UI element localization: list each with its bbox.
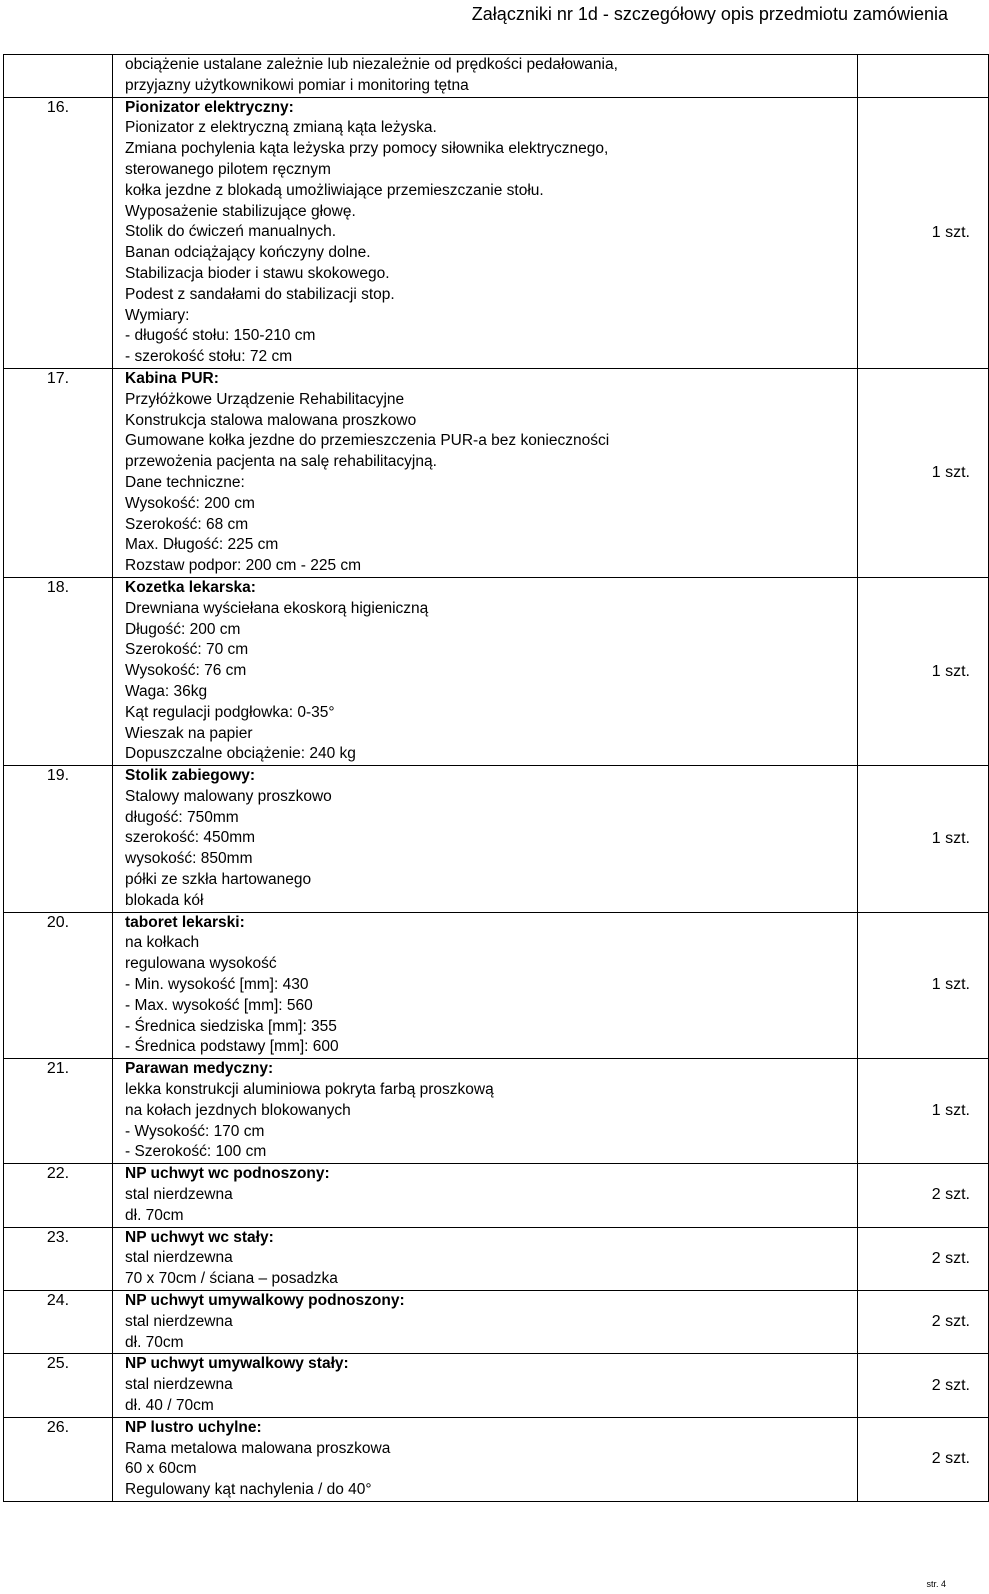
quantity-cell [858, 1164, 989, 1227]
description-line: dł. 70cm [125, 1206, 184, 1224]
item-title: Pionizator elektryczny: [125, 98, 294, 116]
description-line: sterowanego pilotem ręcznym [125, 160, 331, 178]
description-line: stal nierdzewna [125, 1186, 233, 1204]
table-row [4, 1164, 989, 1227]
item-number: 17. [46, 369, 70, 387]
quantity-cell [858, 912, 989, 1059]
table-row [4, 1354, 989, 1417]
description-line: Pionizator z elektryczną zmianą kąta leżyska. [125, 119, 437, 137]
description-line: Wyposażenie stabilizujące głowę. [125, 202, 356, 220]
table-row-continuation [4, 55, 989, 98]
description-line: 60 x 60cm [125, 1460, 197, 1478]
description-line: - długość stołu: 150-210 cm [125, 327, 316, 345]
description-line: na kołach jezdnych blokowanych [125, 1101, 351, 1119]
description-line: Stabilizacja bioder i stawu skokowego. [125, 264, 390, 282]
description-line: na kołkach [125, 934, 200, 952]
quantity-cell [858, 1059, 989, 1164]
quantity-cell [858, 55, 989, 98]
description-cell [113, 1417, 858, 1501]
table-row [4, 97, 989, 368]
description-line: blokada kół [125, 891, 204, 909]
item-number: 25. [46, 1355, 70, 1373]
description-line: Długość: 200 cm [125, 620, 241, 638]
item-number: 26. [46, 1418, 70, 1436]
table-row [4, 766, 989, 913]
item-quantity: 1 szt. [931, 976, 970, 994]
description-line: Max. Długość: 225 cm [125, 536, 279, 554]
description-line: Podest z sandałami do stabilizacji stop. [125, 285, 395, 303]
item-quantity: 2 szt. [931, 1313, 970, 1331]
description-cell [113, 1291, 858, 1354]
quantity-cell [858, 1354, 989, 1417]
description-cell [113, 1164, 858, 1227]
description-line: półki ze szkła hartowanego [125, 871, 312, 889]
number-cell [4, 1291, 113, 1354]
item-title: NP uchwyt umywalkowy stały: [125, 1355, 349, 1373]
description-line: stal nierdzewna [125, 1376, 233, 1394]
description-line: Konstrukcja stalowa malowana proszkowo [125, 411, 417, 429]
number-cell [4, 1059, 113, 1164]
item-title: Parawan medyczny: [125, 1060, 274, 1078]
description-cell [113, 766, 858, 913]
description-line: - Min. wysokość [mm]: 430 [125, 976, 309, 994]
number-cell [4, 1227, 113, 1290]
table-row [4, 577, 989, 765]
description-line: Waga: 36kg [125, 682, 208, 700]
specification-table-container [3, 54, 970, 1502]
item-quantity: 1 szt. [931, 1102, 970, 1120]
number-cell [4, 1417, 113, 1501]
item-title: Stolik zabiegowy: [125, 767, 256, 785]
table-row [4, 912, 989, 1059]
description-line: dł. 40 / 70cm [125, 1397, 214, 1414]
description-line: - szerokość stołu: 72 cm [125, 348, 293, 366]
description-line: 70 x 70cm / ściana – posadzka [125, 1270, 338, 1288]
item-number: 23. [46, 1228, 70, 1246]
item-number: 19. [46, 767, 70, 785]
number-cell [4, 766, 113, 913]
number-cell [4, 577, 113, 765]
number-cell [4, 912, 113, 1059]
table-row [4, 1291, 989, 1354]
description-line: Szerokość: 68 cm [125, 515, 249, 533]
description-line: Stolik do ćwiczeń manualnych. [125, 223, 337, 241]
description-cell [113, 55, 858, 98]
item-quantity: 2 szt. [931, 1376, 970, 1394]
description-line: - Średnica podstawy [mm]: 600 [125, 1038, 339, 1056]
description-line: Banan odciążający kończyny dolne. [125, 244, 371, 262]
description-line: Drewniana wyściełana ekoskorą higieniczną [125, 599, 429, 617]
description-cell [113, 1059, 858, 1164]
description-line: Dane techniczne: [125, 473, 245, 491]
quantity-cell [858, 1227, 989, 1290]
item-quantity: 2 szt. [931, 1186, 970, 1204]
description-line: obciążenie ustalane zależnie lub niezależnie od prędkości pedałowania, [125, 56, 618, 73]
description-line: Wysokość: 76 cm [125, 662, 247, 680]
description-line: Wieszak na papier [125, 724, 253, 742]
description-line: kołka jezdne z blokadą umożliwiające przemieszczanie stołu. [125, 181, 544, 199]
item-number: 20. [46, 913, 70, 931]
description-line: regulowana wysokość [125, 955, 277, 973]
item-title: NP uchwyt wc stały: [125, 1228, 274, 1246]
description-line: przyjazny użytkownikowi pomiar i monitoring tętna [125, 76, 469, 94]
number-cell [4, 1164, 113, 1227]
quantity-cell [858, 1417, 989, 1501]
description-cell [113, 912, 858, 1059]
description-line: Rama metalowa malowana proszkowa [125, 1439, 391, 1457]
item-quantity: 1 szt. [931, 223, 970, 241]
item-title: NP uchwyt wc podnoszony: [125, 1165, 330, 1183]
page-number: str. 4 [926, 1579, 946, 1589]
description-cell [113, 1227, 858, 1290]
description-line: Wymiary: [125, 306, 190, 324]
description-line: Stalowy malowany proszkowo [125, 787, 332, 805]
description-line: Zmiana pochylenia kąta leżyska przy pomocy siłownika elektrycznego, [125, 140, 609, 158]
description-line: Rozstaw podpor: 200 cm - 225 cm [125, 557, 362, 575]
quantity-cell [858, 766, 989, 913]
description-line: Gumowane kołka jezdne do przemieszczenia PUR-a bez konieczności [125, 432, 610, 450]
table-row [4, 368, 989, 577]
item-quantity: 2 szt. [931, 1249, 970, 1267]
item-title: NP uchwyt umywalkowy podnoszony: [125, 1292, 405, 1310]
item-number: 21. [46, 1060, 70, 1078]
item-quantity: 1 szt. [931, 829, 970, 847]
item-quantity: 1 szt. [931, 662, 970, 680]
description-line: - Max. wysokość [mm]: 560 [125, 996, 313, 1014]
document-header-title: Załączniki nr 1d - szczegółowy opis przedmiotu zamówienia [471, 4, 948, 24]
description-line: długość: 750mm [125, 808, 239, 826]
number-cell [4, 368, 113, 577]
description-line: stal nierdzewna [125, 1249, 233, 1267]
specification-table-body [4, 55, 989, 1502]
description-line: - Średnica siedziska [mm]: 355 [125, 1017, 337, 1035]
description-line: Kąt regulacji podgłowka: 0-35° [125, 703, 335, 721]
description-line: Wysokość: 200 cm [125, 494, 255, 512]
number-cell [4, 55, 113, 98]
item-title: Kabina PUR: [125, 369, 219, 387]
item-title: Kozetka lekarska: [125, 578, 256, 596]
description-line: wysokość: 850mm [125, 850, 253, 868]
quantity-cell [858, 1291, 989, 1354]
description-line: Regulowany kąt nachylenia / do 40° [125, 1481, 372, 1499]
description-line: stal nierdzewna [125, 1312, 233, 1330]
description-line: Przyłóżkowe Urządzenie Rehabilitacyjne [125, 390, 405, 408]
description-line: szerokość: 450mm [125, 829, 256, 847]
description-line: Dopuszczalne obciążenie: 240 kg [125, 745, 356, 763]
item-number: 16. [46, 98, 70, 116]
item-title: NP lustro uchylne: [125, 1418, 262, 1436]
table-row [4, 1059, 989, 1164]
description-line: przewożenia pacjenta na salę rehabilitacyjną. [125, 453, 437, 471]
quantity-cell [858, 577, 989, 765]
item-quantity: 1 szt. [931, 463, 970, 481]
item-number: 18. [46, 578, 70, 596]
description-cell [113, 1354, 858, 1417]
description-cell [113, 577, 858, 765]
description-line: Szerokość: 70 cm [125, 641, 249, 659]
quantity-cell [858, 368, 989, 577]
description-cell [113, 368, 858, 577]
specification-table [3, 54, 989, 1502]
description-line: lekka konstrukcji aluminiowa pokryta farbą proszkową [125, 1081, 494, 1099]
table-row [4, 1417, 989, 1501]
description-line: - Szerokość: 100 cm [125, 1143, 267, 1161]
description-cell [113, 97, 858, 368]
item-title: taboret lekarski: [125, 913, 245, 931]
number-cell [4, 1354, 113, 1417]
item-number: 22. [46, 1165, 70, 1183]
table-row [4, 1227, 989, 1290]
item-number: 24. [46, 1292, 70, 1310]
description-line: - Wysokość: 170 cm [125, 1122, 265, 1140]
description-line: dł. 70cm [125, 1333, 184, 1351]
item-quantity: 2 szt. [931, 1450, 970, 1468]
quantity-cell [858, 97, 989, 368]
number-cell [4, 97, 113, 368]
